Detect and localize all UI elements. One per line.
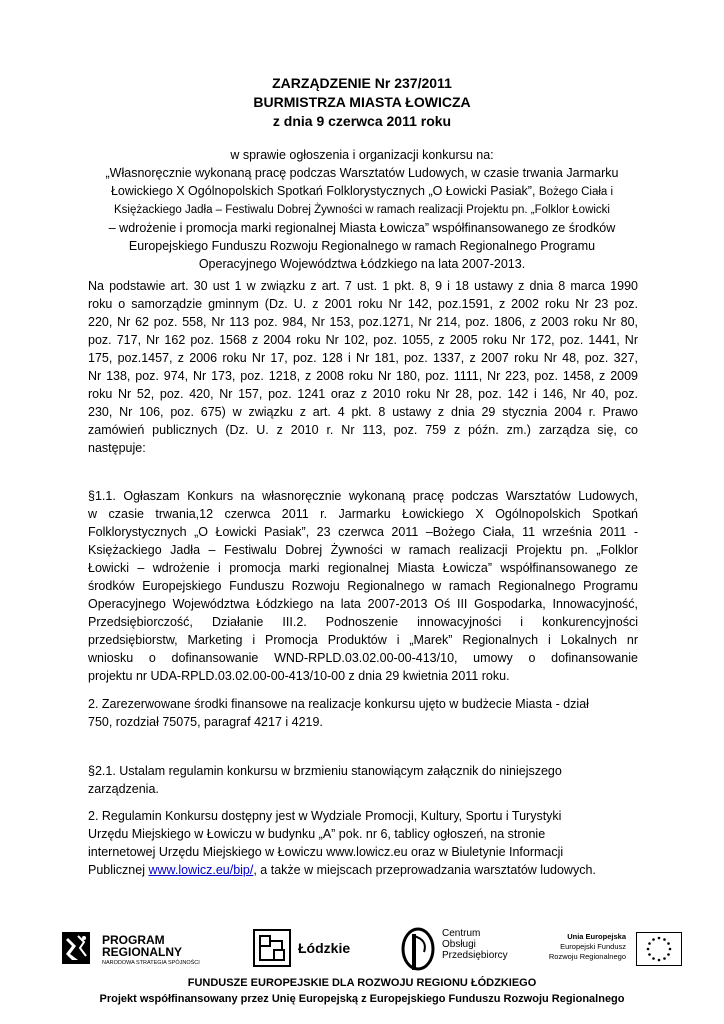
- subject-line: w sprawie ogłoszenia i organizacji konkursu na:: [230, 148, 494, 162]
- cop-text-1: Centrum: [442, 928, 481, 939]
- lodzkie-text: Łódzkie: [298, 940, 351, 956]
- section-1-paragraph-1: [88, 487, 638, 685]
- s1p2-line: 2. Zarezerwowane środki finansowe na realizacje konkursu ujęto w budżecie Miasta - dział: [88, 697, 589, 711]
- s1p1-line: Księżackiego Jadła – Festiwalu Dobrej Żywności w ramach realizacji Projektu pn. „Folklor: [88, 543, 638, 557]
- basis-line: zamówień publicznych (Dz. U. z 2010 r. Nr 113, poz. 759 z późn. zm.) zarządza się, co: [88, 423, 638, 437]
- section-1-paragraph-2: [88, 695, 638, 731]
- basis-line: roku o samorządzie gminnym (Dz. U. z 2001 roku Nr 142, poz.1591, z 2002 roku Nr 23 poz.: [88, 297, 638, 311]
- cop-logo: [400, 922, 510, 978]
- s1p1-line: Operacyjnego Województwa Łódzkiego na lata 2007-2013 Oś III Gospodarka, Innowacyjność,: [88, 597, 638, 611]
- cop-text-3: Przedsiębiorcy: [442, 950, 508, 961]
- subject-text-small: Bożego Ciała i: [538, 186, 614, 198]
- eu-text-2: Europejski Fundusz: [560, 942, 626, 951]
- s1p1-line: Łowicki – wdrożenie i promocja marki regionalnej Miasta Łowicza” współfinansowanego ze: [88, 561, 638, 575]
- program-regionalny-logo: [62, 922, 212, 978]
- footer-line-1: FUNDUSZE EUROPEJSKIE DLA ROZWOJU REGIONU ŁÓDZKIEGO: [187, 977, 537, 989]
- cop-emblem-icon: [400, 924, 436, 974]
- s2p2-line: 2. Regulamin Konkursu dostępny jest w Wydziale Promocji, Kultury, Sportu i Turystyki: [88, 809, 562, 823]
- lodzkie-emblem-icon: [252, 928, 292, 968]
- lodzkie-logo: [250, 922, 360, 978]
- s2p2-text: , a także w miejscach przeprowadzania warsztatów ludowych.: [253, 863, 596, 877]
- subject-line: Operacyjnego Województwa Łódzkiego na lata 2007-2013.: [198, 257, 526, 271]
- title-line-2: BURMISTRZA MIASTA ŁOWICZA: [253, 94, 471, 110]
- subject-line: – wdrożenie i promocja marki regionalnej Miasta Łowicza” współfinansowanego ze środków: [108, 221, 616, 235]
- basis-line: 175, poz.1457, z 2006 roku Nr 17, poz. 128 i Nr 181, poz. 1337, z 2007 roku Nr 48, poz. 327,: [88, 351, 638, 365]
- s2p2-line: Urzędu Miejskiego w Łowiczu w budynku „A” pok. nr 6, tablicy ogłoszeń, na stronie: [88, 827, 546, 841]
- s2p2-line: internetowej Urzędu Miejskiego w Łowiczu www.lowicz.eu oraz w Biuletynie Informacji: [88, 845, 564, 859]
- s1p1-line: Przedsiębiorczość, Działanie III.2. Podnoszenie innowacyjności i konkurencyjności: [88, 615, 638, 629]
- subject-line: „Własnoręcznie wykonaną pracę podczas Warsztatów Ludowych, w czasie trwania Jarmarku: [105, 166, 619, 180]
- s1p1-line: środków Europejskiego Funduszu Rozwoju Regionalnego w ramach Regionalnego Programu: [88, 579, 638, 593]
- subject-block: [80, 146, 644, 273]
- s1p2-line: 750, rozdział 75075, paragraf 4217 i 4219.: [88, 715, 323, 729]
- bip-link[interactable]: www.lowicz.eu/bip/: [148, 863, 254, 877]
- eu-text-1: Unia Europejska: [567, 932, 626, 941]
- basis-line: roku Nr 52, poz. 420, Nr 157, poz. 1241 oraz z 2010 roku Nr 28, poz. 142 i 146, Nr 40, poz.: [88, 387, 638, 401]
- subject-line: Księżackiego Jadła – Festiwalu Dobrej Żywności w ramach realizacji Projektu pn. „Folklor Łowicki: [114, 204, 610, 216]
- basis-line: poz. 717, Nr 162 poz. 1568 z 2004 roku Nr 102, poz. 1055, z 2005 roku Nr 172, poz. 1441, Nr: [88, 333, 638, 347]
- title-line-1: ZARZĄDZENIE Nr 237/2011: [272, 75, 452, 91]
- s2p1-line: §2.1. Ustalam regulamin konkursu w brzmieniu stanowiącym załącznik do niniejszego: [88, 764, 562, 778]
- basis-line: 230, Nr 106, poz. 675) w związku z art. 4 pkt. 8 ustawy z dnia 29 stycznia 2004 r. Prawo: [88, 405, 638, 419]
- s2p2-line: [88, 861, 638, 879]
- subject-text: Łowickiego X Ogólnopolskich Spotkań Folklorystycznych „O Łowicki Pasiak”,: [110, 184, 536, 198]
- legal-basis: [88, 277, 638, 457]
- basis-line: 220, Nr 62 poz. 558, Nr 113 poz. 984, Nr 153, poz.1271, Nr 214, poz. 1806, z 2003 roku Nr 80,: [88, 315, 638, 329]
- basis-line: następuje:: [88, 441, 146, 455]
- s1p1-line: w czasie trwania,12 czerwca 2011 r. Jarmarku Łowickiego X Ogólnopolskich Spotkań: [88, 507, 638, 521]
- basis-line: Na podstawie art. 30 ust 1 w związku z art. 7 ust. 1 pkt. 8, 9 i 18 ustawy z dnia 8 marca 1990: [88, 279, 638, 293]
- eu-logo: [540, 922, 690, 978]
- s2p1-line: zarządzenia.: [88, 782, 159, 796]
- program-regionalny-text-3: NARODOWA STRATEGIA SPÓJNOŚCI: [102, 960, 200, 966]
- logos-row: [0, 922, 724, 982]
- title-line-3: z dnia 9 czerwca 2011 roku: [272, 113, 452, 129]
- eu-flag-icon: [636, 932, 682, 966]
- s2p2-text: Publicznej: [88, 863, 149, 877]
- s1p1-line: wniosku o dofinansowanie WND-RPLD.03.02.00-00-413/10, umowy o dofinansowanie: [88, 651, 638, 665]
- footer-line-2: Projekt współfinansowany przez Unię Europejską z Europejskiego Funduszu Rozwoju Regionalnego: [99, 993, 625, 1005]
- s1p1-line: przedsiębiorstw, Marketing i Promocja Produktów i „Marek” Regionalnych i Lokalnych nr: [88, 633, 638, 647]
- subject-line: Europejskiego Funduszu Rozwoju Regionalnego w ramach Regionalnego Programu: [128, 239, 596, 253]
- program-regionalny-text-2: REGIONALNY: [102, 945, 183, 959]
- section-2-paragraph-1: [88, 762, 638, 798]
- subject-line: [80, 182, 644, 201]
- eu-text-3: Rozwoju Regionalnego: [548, 952, 626, 961]
- cop-text-2: Obsługi: [442, 939, 476, 950]
- program-regionalny-emblem-icon: [62, 928, 92, 968]
- s1p1-line: projektu nr UDA-RPLD.03.02.00-00-413/10-00 z dnia 29 kwietnia 2011 roku.: [88, 669, 510, 683]
- s1p1-line: §1.1. Ogłaszam Konkurs na własnoręcznie wykonaną pracę podczas Warsztatów Ludowych,: [88, 489, 638, 503]
- section-2-paragraph-2: [88, 807, 638, 879]
- s1p1-line: Folklorystycznych „O Łowicki Pasiak”, 23 czerwca 2011 –Bożego Ciała, 11 września 2011 -: [88, 525, 638, 539]
- program-regionalny-text-1: PROGRAM: [102, 933, 165, 947]
- basis-line: Nr 138, poz. 974, Nr 173, poz. 1218, z 2008 roku Nr 180, poz. 1111, Nr 223, poz. 1458, z 2009: [88, 369, 638, 383]
